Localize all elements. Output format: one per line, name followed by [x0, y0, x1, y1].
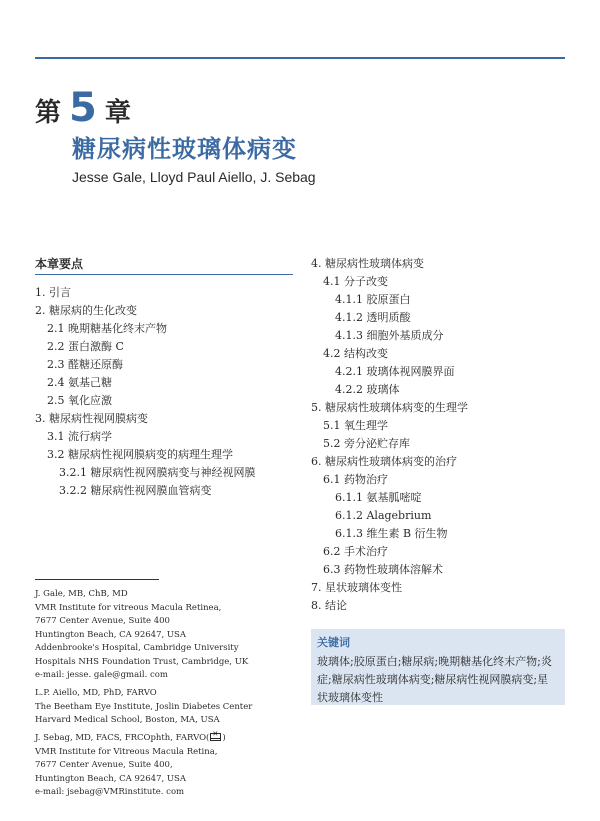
toc-item: 6.1.1 氨基胍嘧啶	[335, 491, 422, 504]
toc-item: 5. 糖尿病性玻璃体病变的生理学	[311, 401, 468, 414]
toc-item: 6.2 手术治疗	[323, 545, 388, 558]
toc-item: 6.1.3 维生素 B 衍生物	[335, 527, 448, 540]
affiliation-line: Huntington Beach, CA 92647, USA	[35, 773, 187, 784]
toc-item: 6. 糖尿病性玻璃体病变的治疗	[311, 455, 457, 468]
toc-list-left	[35, 284, 293, 500]
affiliation-sebag-first-line: J. Sebag, MD, FACS, FRCOphth, FARVO(	[35, 733, 210, 743]
affiliation-line: Huntington Beach, CA 92647, USA	[35, 629, 187, 640]
affiliation-line: J. Gale, MB, ChB, MD	[35, 589, 128, 599]
keywords-box	[311, 629, 565, 705]
affiliation-line: Harvard Medical School, Boston, MA, USA	[35, 715, 220, 725]
affiliation-line: e-mail: jsebag@VMRinstitute. com	[35, 787, 185, 797]
toc-item: 2.4 氨基己糖	[47, 376, 112, 389]
chapter-number: 5	[69, 85, 97, 131]
toc-item: 4. 糖尿病性玻璃体病变	[311, 257, 424, 270]
affiliation-line: Hospitals NHS Foundation Trust, Cambridge, UK	[35, 656, 249, 667]
toc-item: 4.1.1 胶原蛋白	[335, 293, 411, 306]
toc-item: 6.3 药物性玻璃体溶解术	[323, 563, 443, 576]
affiliation-line: 7677 Center Avenue, Suite 400	[35, 616, 170, 626]
toc-item: 2. 糖尿病的生化改变	[35, 304, 137, 317]
affiliation-sebag-first-line-end: )	[222, 733, 226, 743]
toc-item: 5.1 氧生理学	[323, 419, 388, 432]
toc-item: 1. 引言	[35, 286, 71, 299]
toc-item: 3. 糖尿病性视网膜病变	[35, 412, 148, 425]
keywords-title: 关键词	[317, 636, 350, 649]
toc-item: 2.2 蛋白激酶 C	[47, 340, 124, 353]
toc-item: 4.2 结构改变	[323, 347, 388, 360]
authors: Jesse Gale, Lloyd Paul Aiello, J. Sebag	[72, 169, 316, 185]
affiliation-line: Addenbrooke's Hospital, Cambridge University	[35, 643, 239, 653]
affiliation-line: L.P. Aiello, MD, PhD, FARVO	[35, 688, 157, 698]
affiliation-gale	[35, 588, 295, 683]
toc-item: 3.1 流行病学	[47, 430, 112, 443]
toc-item: 3.2 糖尿病性视网膜病变的病理生理学	[47, 448, 233, 461]
affiliation-aiello	[35, 687, 295, 728]
keywords-text: 玻璃体;胶原蛋白;糖尿病;晚期糖基化终末产物;炎症;糖尿病性玻璃体病变;糖尿病性视网膜病变;星状玻璃体变性	[317, 655, 552, 704]
toc-item: 4.1.2 透明质酸	[335, 311, 411, 324]
toc-list-right	[311, 255, 565, 615]
chapter-suffix: 章	[104, 98, 131, 128]
toc-item: 2.1 晚期糖基化终末产物	[47, 322, 167, 335]
toc-item: 2.5 氧化应激	[47, 394, 112, 407]
footnote-rule	[35, 579, 159, 580]
affiliation-sebag-name	[35, 732, 295, 746]
affiliation-line: e-mail: jesse. gale@gmail. com	[35, 670, 168, 680]
toc-item: 6.1.2 Alagebrium	[335, 509, 432, 522]
highlights-left-column	[35, 255, 293, 500]
toc-item: 4.2.2 玻璃体	[335, 383, 400, 396]
chapter-title: 糖尿病性玻璃体病变	[72, 135, 297, 163]
affiliation-sebag-lines	[35, 746, 295, 800]
affiliation-line: VMR Institute for vitreous Macula Retinea,	[35, 602, 222, 613]
toc-item: 8. 结论	[311, 599, 347, 612]
chapter-heading	[35, 85, 131, 131]
envelope-icon	[210, 733, 221, 741]
chapter-prefix: 第	[35, 98, 62, 128]
toc-item: 7. 星状玻璃体变性	[311, 581, 402, 594]
toc-item: 4.1.3 细胞外基质成分	[335, 329, 444, 342]
affiliation-line: VMR Institute for Vitreous Macula Retina,	[35, 746, 218, 757]
toc-item: 3.2.1 糖尿病性视网膜病变与神经视网膜	[59, 466, 256, 479]
affiliation-line: The Beetham Eye Institute, Joslin Diabetes Center	[35, 701, 253, 712]
toc-item: 4.1 分子改变	[323, 275, 388, 288]
affiliation-line: 7677 Center Avenue, Suite 400,	[35, 760, 173, 770]
toc-item: 2.3 醛糖还原酶	[47, 358, 123, 371]
toc-item: 4.2.1 玻璃体视网膜界面	[335, 365, 455, 378]
highlights-right-column	[311, 255, 565, 615]
toc-item: 3.2.2 糖尿病性视网膜血管病变	[59, 484, 212, 497]
toc-item: 5.2 旁分泌贮存库	[323, 437, 410, 450]
toc-item: 6.1 药物治疗	[323, 473, 388, 486]
highlights-heading: 本章要点	[35, 255, 293, 275]
top-rule	[35, 57, 565, 59]
affiliation-sebag	[35, 732, 295, 800]
